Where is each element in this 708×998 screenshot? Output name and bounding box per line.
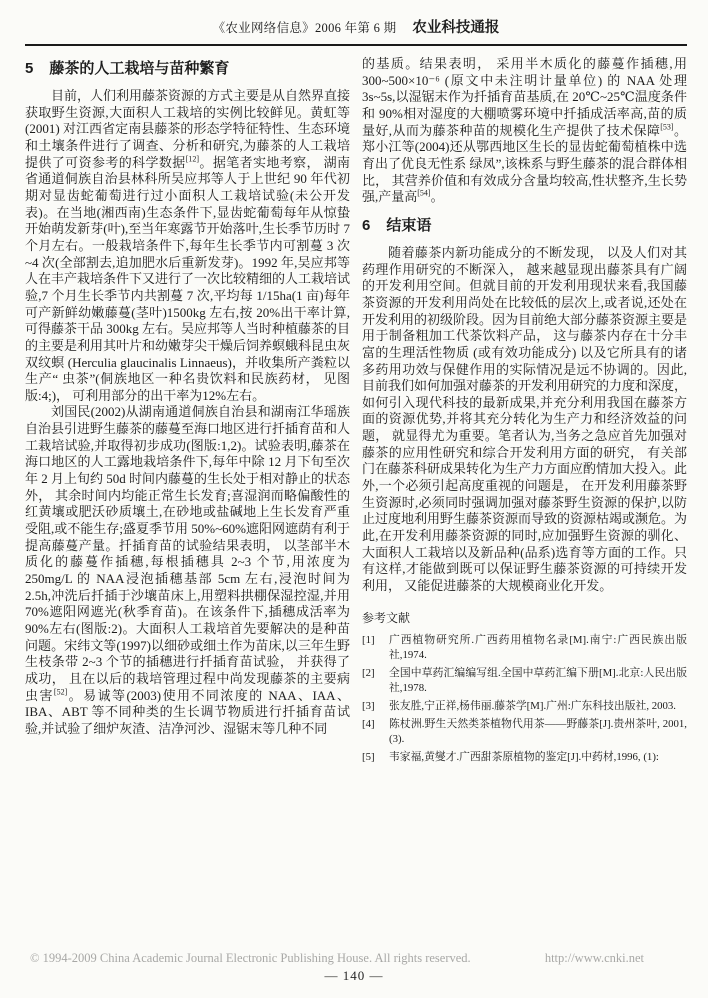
reference-text: 张友胜,宁正祥,杨伟丽.藤茶学[M].广州:广东科技出版社, 2003. [389,699,677,712]
reference-number: [1] [362,634,375,647]
reference-number: [4] [362,717,375,730]
section-6-number: 6 [362,216,371,234]
paragraph-continuation: 的基质。结果表明， 采用半木质化的藤蔓作插穗,用300~500×10⁻⁶ (原文中未注明计量单位) 的 NAA 处理3s~5s,以湿锯末作为扦插育苗基质,在 20℃~25℃温度条件和 90%相对湿度的大棚喷雾环境中扦插成活率高,苗的质量好,从而为藤茶种苗的规模化生产提供了技术保障[53]。郑小江等(2004)还从鄂西地区生长的显齿蛇葡萄植株中选育出了优良无性系 绿凤”,该株系与野生藤茶的混合群体相比， 其营养价值和有效成分含量均较高,性状整齐,生长势强,产量高[54]。 [362,56,687,205]
two-column-body [25,56,687,938]
paragraph: 刘国民(2002)从湖南通道侗族自治县和湖南江华瑶族自治县引进野生藤茶的藤蔓至海口地区进行扦插育苗和人工栽培试验,并取得初步成功(图版:1,2)。试验表明,藤茶在海口地区的人工露地栽培条件下,每年中除 12 月下旬至次年 2 月上旬约 50d 时间内藤蔓的生长处于相对静止的状态外， 其余时间内均能正常生长发育;喜湿润而略偏酸性的红黄壤或肥沃砂质壤土,在砂地或盐碱地上生长发育严重受阻,或不能生存;盛夏季节用 50%~60%遮阳网遮荫有利于提高藤蔓产量。扦插育苗的试验结果表明， 以茎部半木质化的藤蔓作插穗,每根插穗具 2~3 个节,用浓度为 250mg/L 的 NAA浸泡插穗基部 5cm 左右,浸泡时间为 2.5h,冲洗后扦插于沙壤苗床上,用塑料拱棚保湿控湿,并用 70%遮阳网遮光(秋季育苗)。在该条件下,插穗成活率为 90%左右(图版:2)。大面积人工栽培首先要解决的是种苗问题。宋纬文等(1997)以细砂或细土作为苗床,以三年生野生枝条带 2~3 个节的插穗进行扦插育苗试验， 并获得了成功， 且在以后的栽培管理过程中尚发现藤茶的主要病虫害[52]。易诚等(2003)使用不同浓度的 NAA、IAA、IBA、ABT 等不同种类的生长调节物质进行扦插育苗试验,并试验了细炉灰渣、洁净河沙、湿锯末等几种不同 [25,404,350,736]
reference-number: [3] [362,699,375,712]
cnki-url: http://www.cnki.net [544,951,644,965]
reference-item [362,717,687,747]
paragraph: 目前，人们利用藤茶资源的方式主要是从自然界直接获取野生资源,大面积人工栽培的实例比较鲜见。黄虹等 (2001) 对江西省定南县藤茶的形态学特征特性、生态环境和土壤条件进行了调查、分析和研究,为藤茶的人工栽培提供了可资参考的科学数据[12]。据笔者实地考察， 湖南省通道侗族自治县林科所吴应邦等人于上世纪 90 年代初期对显齿蛇葡萄进行过小面积人工栽培试验(未公开发表)。在当地(湘西南)生态条件下,显齿蛇葡萄每年从惊蛰开始萌发新芽(叶),至当年寒露节开始落叶,生长季节历时 7 个月左右。一般栽培条件下,每年生长季节内可割蔓 3 次~4 次(全部割去,追加肥水后重新发芽)。1992 年,吴应邦等人在丰产栽培条件下又进行了一次比较精细的人工栽培试验,7 个月生长季节内共割蔓 7 次,平均每 1/15ha(1 亩)每年可产新鲜幼嫩藤蔓(茎叶)1500kg 左右,按 20%出干率计算,可得藤茶干品 300kg 左右。吴应邦等人当时种植藤茶的目的主要是利用其叶片和幼嫩芽尖干燥后饲养螟蛾科昆虫灰双纹螟 (Herculia glaucinalis Linnaeus)，并收集所产粪粒以生产“ 虫茶”(侗族地区一种名贵饮料和民族药材， 见图版:4;)， 可利用部分的出干率为12%左右。 [25,88,350,403]
reference-number: [5] [362,750,375,763]
reference-text: 全国中草药汇编编写组.全国中草药汇编下册[M].北京:人民出版社,1978. [389,667,687,695]
reference-text: 陈杖洲.野生天然类茶植物代用茶——野藤茶[J].贵州茶叶, 2001,(3). [389,717,687,745]
reference-item [362,750,687,765]
section-6-heading [362,216,687,236]
journal-issue-title: 《农业网络信息》2006 年第 6 期 [212,21,397,35]
reference-item [362,699,687,714]
page-number: — 140 — [324,968,384,983]
left-column [25,56,350,938]
reference-item [362,666,687,696]
section-5-heading [25,59,350,79]
reference-text: 韦家福,黄燮才.广西甜茶原植物的鉴定[J].中药材,1996, (1): [389,750,659,763]
section-6-title: 结束语 [386,216,432,234]
references-heading: 参考文献 [362,610,411,625]
copyright-text: © 1994-2009 China Academic Journal Electronic Publishing House. All rights reserved. [30,951,471,965]
section-5-number: 5 [25,60,34,77]
bulletin-title: 农业科技通报 [412,20,500,36]
reference-text: 广西植物研究所.广西药用植物名录[M].南宁:广西民族出版社,1974. [389,634,687,662]
copyright-footer [30,951,644,966]
section-5-title: 藤茶的人工栽培与苗种繁育 [49,60,230,77]
right-column [362,56,687,938]
reference-number: [2] [362,667,375,680]
page-header [25,16,687,46]
reference-item [362,633,687,663]
paragraph: 随着藤茶内新功能成分的不断发现， 以及人们对其药理作用研究的不断深入， 越来越显现出藤茶具有广阔的开发利用空间。但就目前的开发利用现状来看,我国藤茶资源的开发利用尚处在比较低的层次上,或者说,还处在开发利用的初级阶段。因为目前绝大部分藤茶资源主要是用于制备粗加工代茶饮料产品， 这与藤茶内存在十分丰富的生理活性物质 (或有效功能成分) 以及它所具有的诸多药用功效与保健作用的实际情况是远不协调的。因此,目前我们如何加强对藤茶的开发利用研究的力度和深度， 如何引入现代科技的最新成果,并充分利用我国在藤茶方面的资源优势,并将其充分转化为生产力和经济效益的问题， 就显得尤为重要。笔者认为,当务之急应首先加强对藤茶的应用性研究和综合开发利用方面的研究， 有关部门在藤茶科研成果转化为生产力方面应酌情加大投入。此外,一个必须引起高度重视的问题是， 在开发利用藤茶野生资源时,必须同时强调加强对藤茶野生资源的保护,以防止过度地利用野生藤茶资源而导致的资源枯竭或濒危。为此,在开发利用藤茶资源的同时,应加强野生资源的驯化、大面积人工栽培以及新品种(品系)选育等方面的工作。只有这样,才能做到既可以保证野生藤茶资源的可持续开发利用， 又能促进藤茶的大规模商业化开发。 [362,244,687,594]
